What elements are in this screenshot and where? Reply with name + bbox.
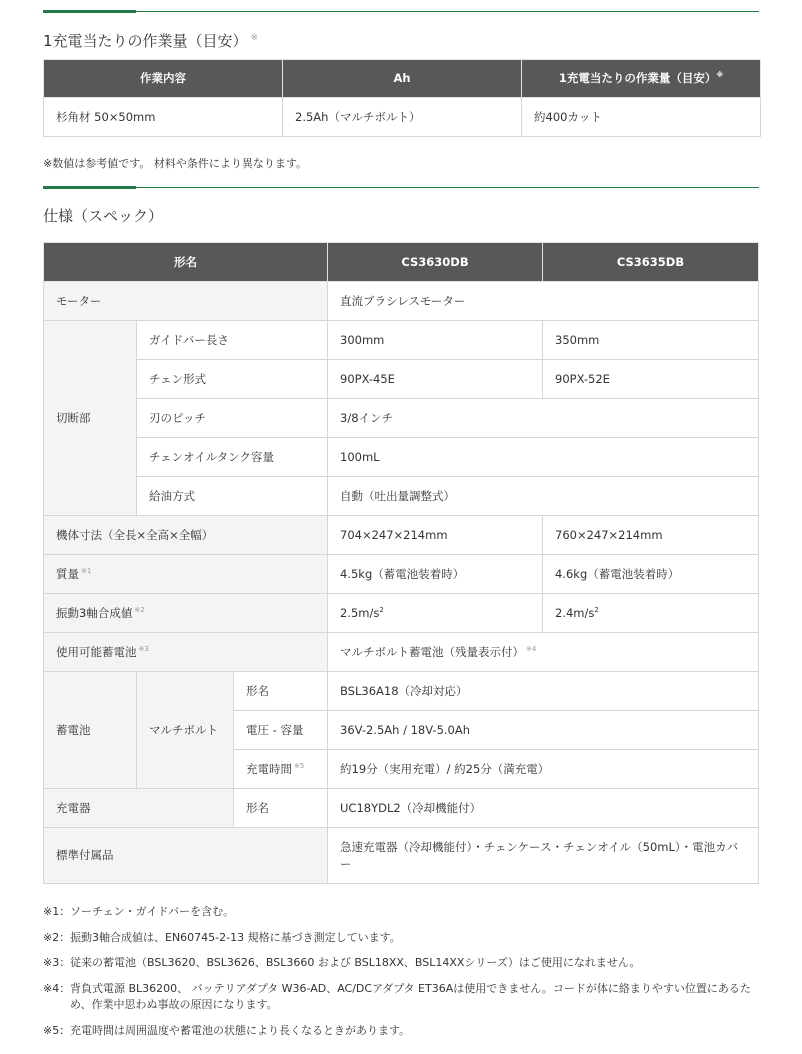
footnote-5-text: 充電時間は周囲温度や蓄電池の状態により長くなるときがあります。 [70,1023,411,1037]
workload-header-mark: ※ [716,71,724,80]
battery-model-value: BSL36A18（冷却対応） [328,672,759,711]
battery-subgroup-label: マルチボルト [137,672,234,789]
mass-a: 4.5kg（蓄電池装着時） [328,555,543,594]
workload-cell-ah: 2.5Ah（マルチボルト） [283,98,522,137]
workload-header-task: 作業内容 [44,60,283,98]
oil-tank-value: 100mL [328,438,759,477]
workload-cell-amount: 約400カット [522,98,761,137]
spec-header-model-b: CS3635DB [543,243,759,282]
mass-label-text: 質量 [56,566,79,581]
battery-charge-label [234,750,328,789]
footnote-4-text: 背負式電源 BL36200、 バッテリアダプタ W36-AD、AC/DCアダプタ ET36Aは使用できません。コードが体に絡まりやすい位置にあるため、作業中思わぬ事故の原因になります。 [70,981,751,1011]
battery-voltage-label: 電圧 - 容量 [234,711,328,750]
vibration-a-value: 2.5m/s [340,605,380,620]
dimensions-label: 機体寸法（全長×全高×全幅） [44,516,328,555]
dimensions-a: 704×247×214mm [328,516,543,555]
usable-battery-mark: ※3 [138,644,149,653]
guide-bar-a: 300mm [328,321,543,360]
battery-charge-mark: ※5 [294,761,305,770]
workload-title-mark: ※ [250,33,259,43]
mass-label [44,555,328,594]
oil-tank-label: チェンオイルタンク容量 [137,438,328,477]
footnote-4-mark: ※4： [43,981,71,995]
battery-voltage-value: 36V-2.5Ah / 18V-5.0Ah [328,711,759,750]
vibration-label-text: 振動3軸合成値 [56,605,133,620]
workload-header-amount-text: 1充電当たりの作業量（目安） [558,71,717,86]
footnote-2-text: 振動3軸合成値は、EN60745-2-13 規格に基づき測定しています。 [70,930,401,944]
workload-header-ah: Ah [283,60,522,98]
motor-value: 直流ブラシレスモーター [328,282,759,321]
footnote-1 [43,904,759,921]
workload-title [43,30,258,51]
footnote-3 [43,955,759,972]
workload-note: ※数値は参考値です。 材料や条件により異なります。 [43,157,307,170]
workload-header-amount [522,60,761,98]
vibration-a-sup: 2 [379,605,384,614]
guide-bar-b: 350mm [543,321,759,360]
spec-title: 仕様（スペック） [43,207,164,225]
footnote-1-text: ソーチェン・ガイドバーを含む。 [70,905,235,918]
chain-b: 90PX-52E [543,360,759,399]
usable-battery-label [44,633,328,672]
footnote-2 [43,930,759,947]
footnote-5 [43,1023,759,1040]
footnote-5-mark: ※5： [43,1023,71,1037]
workload-title-text: 1充電当たりの作業量（目安） [43,32,248,50]
pitch-value: 3/8インチ [328,399,759,438]
dimensions-b: 760×247×214mm [543,516,759,555]
chain-label: チェン形式 [137,360,328,399]
cutting-group-label: 切断部 [44,321,137,516]
footnote-3-mark: ※3： [43,956,71,969]
usable-battery-value-text: マルチボルト蓄電池（残量表示付） [340,644,524,659]
vibration-mark: ※2 [134,605,145,614]
oiling-value: 自動（吐出量調整式） [328,477,759,516]
usable-battery-value [328,633,759,672]
charger-group-label: 充電器 [44,789,234,828]
mass-mark: ※1 [81,566,92,575]
usable-battery-label-text: 使用可能蓄電池 [56,644,137,659]
workload-cell-task: 杉角材 50×50mm [44,98,283,137]
battery-model-label: 形名 [234,672,328,711]
spec-header-name: 形名 [44,243,328,282]
battery-charge-value: 約19分（実用充電）/ 約25分（満充電） [328,750,759,789]
pitch-label: 刃のピッチ [137,399,328,438]
mass-b: 4.6kg（蓄電池装着時） [543,555,759,594]
vibration-b [543,594,759,633]
vibration-b-value: 2.4m/s [555,605,595,620]
charger-model-label: 形名 [234,789,328,828]
usable-battery-value-mark: ※4 [526,644,537,653]
vibration-a [328,594,543,633]
footnote-1-mark: ※1： [43,905,71,918]
guide-bar-label: ガイドバー長さ [137,321,328,360]
footnote-3-text: 従来の蓄電池（BSL3620、BSL3626、BSL3660 および BSL18XX、BSL14XXシリーズ）はご使用になれません。 [70,956,641,969]
accessories-label: 標準付属品 [44,828,328,884]
workload-heading-rule [43,11,759,12]
vibration-label [44,594,328,633]
battery-charge-label-text: 充電時間 [246,761,292,776]
footnotes [43,904,759,1048]
spec-header-model-a: CS3630DB [328,243,543,282]
spec-table [43,242,759,884]
motor-label: モーター [44,282,328,321]
charger-model-value: UC18YDL2（冷却機能付） [328,789,759,828]
battery-group-label: 蓄電池 [44,672,137,789]
oiling-label: 給油方式 [137,477,328,516]
footnote-4 [43,981,759,1014]
vibration-b-sup: 2 [594,605,599,614]
chain-a: 90PX-45E [328,360,543,399]
workload-table [43,59,761,137]
accessories-value: 急速充電器（冷却機能付）・チェンケース・チェンオイル（50mL）・電池カバー [328,828,759,884]
footnote-2-mark: ※2： [43,930,71,944]
spec-heading-rule [43,187,759,188]
